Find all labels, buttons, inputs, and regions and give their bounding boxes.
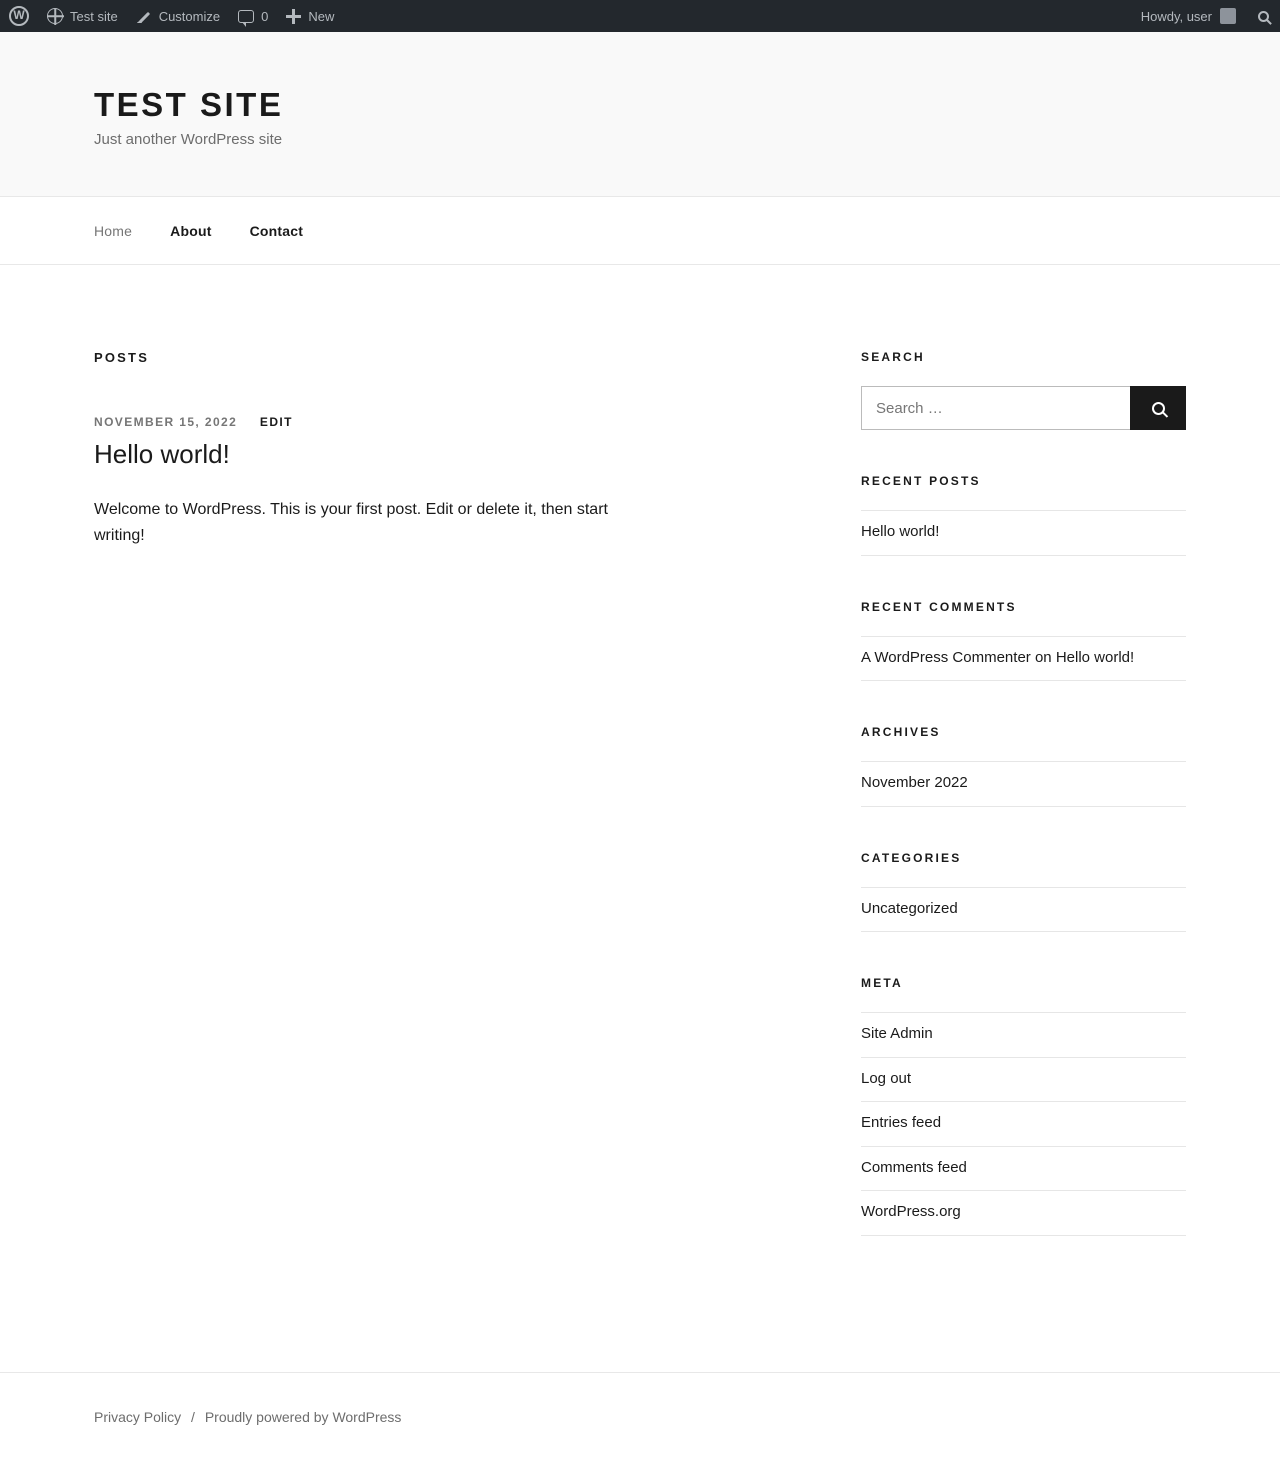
widget-recent-comments-title: RECENT COMMENTS — [861, 599, 1017, 614]
search-input[interactable] — [861, 386, 1130, 430]
admin-bar-site-name[interactable] — [38, 0, 127, 32]
admin-bar-wp-logo[interactable] — [0, 0, 38, 32]
list-item — [861, 510, 1186, 556]
widget-meta — [861, 976, 1186, 1236]
comment-post-link[interactable]: Hello world! — [1055, 648, 1135, 666]
admin-bar-comments-count: 0 — [261, 8, 269, 24]
admin-bar-howdy[interactable] — [1131, 8, 1246, 24]
category-link[interactable]: Uncategorized — [861, 899, 958, 917]
nav-item-home[interactable]: Home — [94, 223, 133, 240]
page-title[interactable]: TEST SITE — [94, 86, 284, 123]
admin-bar-new[interactable] — [277, 0, 343, 32]
search-icon — [1152, 402, 1165, 415]
recent-comments-list — [861, 636, 1186, 682]
widget-search-title: SEARCH — [861, 350, 925, 365]
admin-bar-new-label: New — [308, 8, 335, 24]
nav-item-contact[interactable]: Contact — [249, 223, 304, 240]
privacy-policy-link[interactable]: Privacy Policy — [94, 1408, 182, 1425]
nav-item-about[interactable]: About — [170, 223, 212, 240]
archives-list — [861, 761, 1186, 807]
meta-link-log-out[interactable]: Log out — [861, 1069, 912, 1087]
admin-bar-search-button[interactable] — [1246, 0, 1280, 32]
meta-list — [861, 1012, 1186, 1236]
admin-bar-customize-label: Customize — [158, 8, 221, 24]
footer-separator: / — [191, 1408, 195, 1425]
site-icon — [47, 8, 63, 24]
widget-search — [861, 350, 1186, 430]
admin-bar-howdy-label: Howdy, user — [1140, 8, 1212, 24]
site-header — [0, 32, 1280, 197]
wordpress-logo-icon — [9, 6, 29, 26]
powered-by-link[interactable]: Proudly powered by WordPress — [204, 1408, 402, 1425]
post-date-link[interactable]: NOVEMBER 15, 2022 — [94, 415, 238, 430]
admin-bar — [0, 0, 1280, 32]
search-submit-button[interactable] — [1130, 386, 1186, 430]
list-item — [861, 636, 1186, 682]
widget-archives — [861, 725, 1186, 807]
widget-recent-posts-title: RECENT POSTS — [861, 474, 981, 489]
list-item — [861, 1058, 1186, 1103]
plus-icon — [286, 9, 301, 24]
search-icon — [1258, 11, 1269, 22]
post-title[interactable]: Hello world! — [94, 439, 230, 470]
content-area — [94, 265, 1186, 1280]
admin-bar-comments[interactable] — [229, 0, 277, 32]
meta-link-wordpress-org[interactable]: WordPress.org — [861, 1203, 961, 1221]
widget-meta-title: META — [861, 976, 903, 991]
meta-link-site-admin[interactable]: Site Admin — [861, 1025, 933, 1043]
widget-recent-comments — [861, 600, 1186, 682]
posts-section-heading: POSTS — [94, 350, 150, 366]
list-item — [861, 1191, 1186, 1236]
post-meta — [94, 415, 674, 429]
site-tagline: Just another WordPress site — [94, 131, 283, 149]
post-article — [94, 415, 674, 549]
comment-on-label: on — [1034, 648, 1052, 666]
post-edit-link[interactable]: EDIT — [259, 415, 293, 430]
widget-categories-title: CATEGORIES — [861, 850, 962, 865]
list-item — [861, 1102, 1186, 1147]
widget-recent-posts — [861, 474, 1186, 556]
list-item — [861, 761, 1186, 807]
site-footer — [0, 1372, 1280, 1465]
primary-navigation — [0, 197, 1280, 265]
paintbrush-icon — [136, 8, 152, 24]
sidebar — [861, 350, 1186, 1280]
meta-link-entries-feed[interactable]: Entries feed — [861, 1114, 942, 1132]
list-item — [861, 887, 1186, 933]
main-content — [94, 350, 674, 549]
post-excerpt: Welcome to WordPress. This is your first post. Edit or delete it, then start writing! — [94, 500, 608, 545]
categories-list — [861, 887, 1186, 933]
widget-categories — [861, 851, 1186, 933]
list-item — [861, 1147, 1186, 1192]
comment-author: A WordPress Commenter — [861, 648, 1031, 666]
list-item — [861, 1012, 1186, 1058]
meta-link-comments-feed[interactable]: Comments feed — [861, 1158, 967, 1176]
comment-bubble-icon — [238, 10, 254, 23]
search-form — [861, 386, 1186, 430]
admin-bar-site-name-label: Test site — [70, 8, 118, 24]
avatar — [1220, 8, 1236, 24]
recent-post-link[interactable]: Hello world! — [861, 523, 940, 541]
archive-link[interactable]: November 2022 — [861, 774, 968, 792]
recent-posts-list — [861, 510, 1186, 556]
admin-bar-right — [1131, 0, 1280, 32]
admin-bar-customize[interactable] — [127, 0, 229, 32]
widget-archives-title: ARCHIVES — [861, 725, 941, 740]
